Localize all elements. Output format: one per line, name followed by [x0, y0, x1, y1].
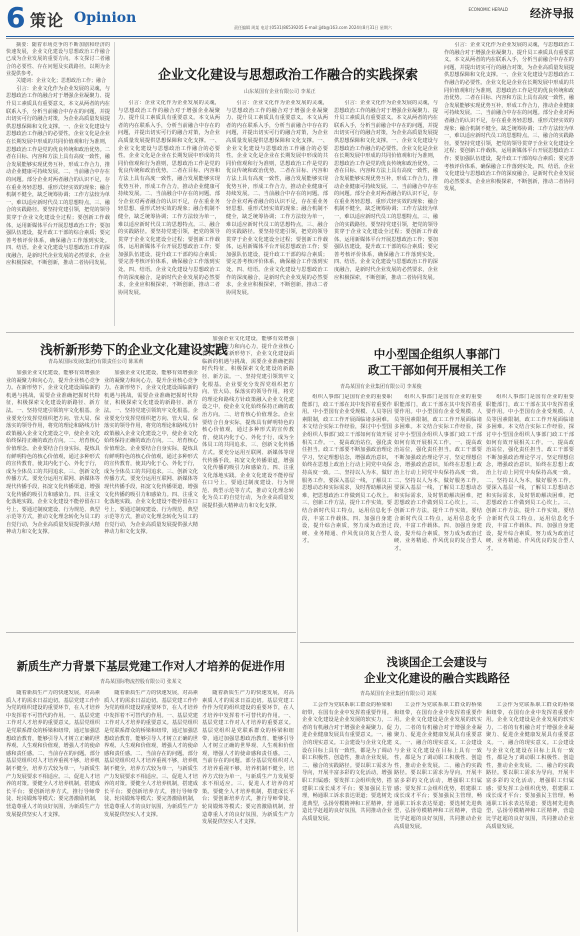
article-3-byline: 青岛某国有企业集团有限公司 李某俊	[340, 384, 422, 390]
article-5-body-3: 工会作为党联系职工群众的桥梁和纽带，在国有企业中发挥着重要作用。企业文化建设是企业发展的软实力，二者的有机融合对于增强企业凝聚力、促进企业健康发展具有重要意义。一、融合的现实意义。工会建设与企业文化建设在目标上具有一致性，都是为了调动职工积极性、创造性，推动企业发展。二、融合的实践路径。要以职工需求为导向，开展丰富多彩的文化活动，增强职工归属感；要发挥工会组织优势，搭建职工成长成才平台；要加强民主管理，畅通职工诉求表达渠道；要选树先进典型，弘扬劳模精神和工匠精神，营造比学赶超的良好氛围，共同推动企业高质量发展。	[486, 702, 574, 830]
article-4-title: 新质生产力背景下基层党建工作对人才培养的促进作用	[16, 659, 286, 673]
article-separator	[300, 642, 574, 643]
paper-name-en: ECONOMIC HERALD	[468, 7, 508, 12]
article-1-body-column-5	[444, 42, 574, 328]
article-2-body-column-3	[202, 336, 294, 628]
article-3-title-line-1: 中小型国企组织人事部门	[373, 347, 501, 361]
article-3-body-column-2	[394, 394, 482, 638]
article-3-body-column-3	[486, 394, 574, 638]
article-2-body-2: 加强企业文化建设，能够有效增强企业的凝聚力和向心力，提升企业核心竞争力。在新形势下，企业文化建设面临新的机遇与挑战，需要企业准确把握时代特征，积极探索文化建设的新路径、新方法。一、坚持党建引领筑牢文化根基。企业要充分发挥党组织把方向、管大局、保落实的领导作用，将党的理论和路线方针政策融入企业文化建设之中，使企业文化始终保持正确的政治方向。二、培育核心价值理念。企业要结合自身实际，提炼具有鲜明特色的核心价值观，通过多种形式的宣传教育，使其内化于心、外化于行，成为全体员工的共同追求。三、创新文化传播方式。要充分运用互联网、新媒体等现代传播手段，拓宽文化传播渠道，增强文化传播的吸引力和感染力。四、注重文化落地实践。企业文化建设不能停留在口号上，要通过制度建设、行为规范、典型示范等方式，推动文化理念转化为员工的自觉行动，为企业高质量发展提供强大精神动力和文化支撑。	[104, 370, 198, 536]
article-3-title-line-2: 政工干部如何开展相关工作	[368, 363, 506, 377]
article-1-body-3: 引言：企业文化作为企业发展的灵魂，与思想政治工作的融合对于增强企业凝聚力、提升员工素质具有重要意义。本文从两者的内在联系入手，分析当前融合中存在的问题，并提出切实可行的融合对策，为企业高质量发展提供思想保障和文化支撑。一、企业文化建设与思想政治工作融合的必要性。企业文化是企业在长期发展中形成的共同价值观和行为准则，思想政治工作是党的优良传统和政治优势。二者在目标、内容和方法上具有高度一致性，融合发展能够实现优势互补，形成工作合力，推动企业健康可持续发展。二、当前融合中存在的问题。部分企业对两者融合的认识不足，存在重业务轻思想、重形式轻实效的现象；融合机制不健全，缺乏统筹协调；工作方法较为单一，难以适应新时代员工的思想特点。三、融合的实践路径。要坚持党建引领，把党的领导贯穿于企业文化建设全过程；要创新工作载体，运用新媒体平台开展思想政治工作；要加强队伍建设，提升政工干部的综合素质；要完善考核评价体系，确保融合工作落到实处。四、结语。企业文化建设与思想政治工作的深度融合，是新时代企业发展的必然要求，企业应积极探索，不断创新，推动二者协同发展。	[226, 100, 328, 296]
article-4-body-column-2	[104, 690, 198, 930]
article-1-abstract-column	[6, 42, 110, 330]
article-5-title-line-2: 企业文化建设的融合实践路径	[364, 671, 510, 685]
article-4-body-column-3	[202, 690, 294, 930]
column-divider	[297, 336, 298, 932]
article-1-body-column-4	[334, 100, 438, 328]
article-separator	[6, 632, 296, 633]
article-5-body-column-2	[394, 702, 482, 930]
section-title: 策论	[30, 11, 65, 30]
article-2-byline: 青岛某国际发展(集团)有限责任公司 陈某莉	[48, 359, 144, 365]
article-2-body-column-2	[104, 370, 198, 628]
article-4-byline: 青岛某国际物流控股有限公司 张某文	[100, 679, 182, 685]
article-1-body-column-2	[118, 100, 220, 328]
article-1-body-4: 引言：企业文化作为企业发展的灵魂，与思想政治工作的融合对于增强企业凝聚力、提升员工素质具有重要意义。本文从两者的内在联系入手，分析当前融合中存在的问题，并提出切实可行的融合对策，为企业高质量发展提供思想保障和文化支撑。一、企业文化建设与思想政治工作融合的必要性。企业文化是企业在长期发展中形成的共同价值观和行为准则，思想政治工作是党的优良传统和政治优势。二者在目标、内容和方法上具有高度一致性，融合发展能够实现优势互补，形成工作合力，推动企业健康可持续发展。二、当前融合中存在的问题。部分企业对两者融合的认识不足，存在重业务轻思想、重形式轻实效的现象；融合机制不健全，缺乏统筹协调；工作方法较为单一，难以适应新时代员工的思想特点。三、融合的实践路径。要坚持党建引领，把党的领导贯穿于企业文化建设全过程；要创新工作载体，运用新媒体平台开展思想政治工作；要加强队伍建设，提升政工干部的综合素质；要完善考核评价体系，确保融合工作落到实处。四、结语。企业文化建设与思想政治工作的深度融合，是新时代企业发展的必然要求，企业应积极探索，不断创新，推动二者协同发展。	[334, 100, 438, 281]
article-5-body-column-3	[486, 702, 574, 930]
article-2-body-3: 加强企业文化建设，能够有效增强企业的凝聚力和向心力，提升企业核心竞争力。在新形势下，企业文化建设面临新的机遇与挑战，需要企业准确把握时代特征，积极探索文化建设的新路径、新方法。一、坚持党建引领筑牢文化根基。企业要充分发挥党组织把方向、管大局、保落实的领导作用，将党的理论和路线方针政策融入企业文化建设之中，使企业文化始终保持正确的政治方向。二、培育核心价值理念。企业要结合自身实际，提炼具有鲜明特色的核心价值观，通过多种形式的宣传教育，使其内化于心、外化于行，成为全体员工的共同追求。三、创新文化传播方式。要充分运用互联网、新媒体等现代传播手段，拓宽文化传播渠道，增强文化传播的吸引力和感染力。四、注重文化落地实践。企业文化建设不能停留在口号上，要通过制度建设、行为规范、典型示范等方式，推动文化理念转化为员工的自觉行动，为企业高质量发展提供强大精神动力和文化支撑。	[202, 336, 294, 510]
article-1-abstract: 摘要：随着市场竞争的不断加剧和经济的快速发展，企业文化建设与思想政治工作融合已成为企业发展的重要方向。本文探讨二者融合的必要性、存在问题及实践路径，以期为企业提供参考。	[6, 42, 110, 77]
article-5-title-line-1: 浅谈国企工会建设与	[386, 655, 488, 669]
article-1-byline: 山东某国有企业有限公司 李某正	[244, 89, 316, 95]
article-4-body-2: 随着新质生产力的快速发展，对高素质人才的需求日益迫切。基层党建工作作为党的组织建设的重要环节，在人才培养中发挥着不可替代的作用。一、基层党建工作对人才培养的重要意义。基层党组织是党联系群众的桥梁和纽带，通过加强思想政治教育，能够引导人才树立正确的世界观、人生观和价值观，增强人才的使命感和责任感。二、当前存在的问题。部分基层党组织对人才培养重视不够，培养机制不健全，培养方式较为单一，与新质生产力发展要求不相适应。三、促进人才培养的对策。要健全人才培养机制，搭建成长平台；要创新培养方式，推行导师带徒、轮岗锻炼等模式；要完善激励机制，营造尊重人才的良好氛围，为新质生产力发展提供坚实人才支撑。	[104, 690, 198, 818]
article-1-title: 企业文化建设与思想政治工作融合的实践探索	[157, 68, 418, 83]
article-1-body-1: 引言：企业文化作为企业发展的灵魂，与思想政治工作的融合对于增强企业凝聚力、提升员工素质具有重要意义。本文从两者的内在联系入手，分析当前融合中存在的问题，并提出切实可行的融合对策，为企业高质量发展提供思想保障和文化支撑。一、企业文化建设与思想政治工作融合的必要性。企业文化是企业在长期发展中形成的共同价值观和行为准则，思想政治工作是党的优良传统和政治优势。二者在目标、内容和方法上具有高度一致性，融合发展能够实现优势互补，形成工作合力，推动企业健康可持续发展。二、当前融合中存在的问题。部分企业对两者融合的认识不足，存在重业务轻思想、重形式轻实效的现象；融合机制不健全，缺乏统筹协调；工作方法较为单一，难以适应新时代员工的思想特点。三、融合的实践路径。要坚持党建引领，把党的领导贯穿于企业文化建设全过程；要创新工作载体，运用新媒体平台开展思想政治工作；要加强队伍建设，提升政工干部的综合素质；要完善考核评价体系，确保融合工作落到实处。四、结语。企业文化建设与思想政治工作的深度融合，是新时代企业发展的必然要求，企业应积极探索，不断创新，推动二者协同发展。	[6, 85, 110, 267]
article-3-body-2: 组织人事部门是国有企业的重要职能部门，政工干部在其中发挥着重要作用。中小型国有企业受规模、人员等因素限制，政工工作开展面临诸多困难。本文结合实际工作经验，探讨中小型国企组织人事部门政工干部如何有效开展相关工作。一、提高政治站位，强化责任担当。政工干部要不断加强政治理论学习，坚定理想信念，增强政治意识，始终在思想上政治上行动上同党中央保持高度一致。二、坚持以人为本，做好服务工作。要深入基层一线，了解员工思想动态和实际需求，及时帮助解决困难，把思想政治工作做到员工心坎上。三、创新工作方法，提升工作实效。要结合新时代员工特点，运用信息化手段，丰富工作载体。四、加强自身建设，提升综合素质，努力成为政治过硬、业务精通、作风优良的复合型人才。	[394, 394, 482, 552]
paper-name: 经济导报	[530, 7, 574, 20]
article-1-body-5: 引言：企业文化作为企业发展的灵魂，与思想政治工作的融合对于增强企业凝聚力、提升员工素质具有重要意义。本文从两者的内在联系入手，分析当前融合中存在的问题，并提出切实可行的融合对策，为企业高质量发展提供思想保障和文化支撑。一、企业文化建设与思想政治工作融合的必要性。企业文化是企业在长期发展中形成的共同价值观和行为准则，思想政治工作是党的优良传统和政治优势。二者在目标、内容和方法上具有高度一致性，融合发展能够实现优势互补，形成工作合力，推动企业健康可持续发展。二、当前融合中存在的问题。部分企业对两者融合的认识不足，存在重业务轻思想、重形式轻实效的现象；融合机制不健全，缺乏统筹协调；工作方法较为单一，难以适应新时代员工的思想特点。三、融合的实践路径。要坚持党建引领，把党的领导贯穿于企业文化建设全过程；要创新工作载体，运用新媒体平台开展思想政治工作；要加强队伍建设，提升政工干部的综合素质；要完善考核评价体系，确保融合工作落到实处。四、结语。企业文化建设与思想政治工作的深度融合，是新时代企业发展的必然要求，企业应积极探索，不断创新，推动二者协同发展。	[444, 42, 574, 193]
section-title-en: Opinion	[74, 10, 137, 26]
article-2-title: 浅析新形势下的企业文化建设实践	[40, 342, 228, 357]
header-rule	[6, 36, 574, 37]
header-meta: 责任编辑 周某 电话:(0531)86539205 E-mail:jjdb@163.com 2024年8月31日 星期六	[234, 25, 392, 30]
article-1-body-2: 引言：企业文化作为企业发展的灵魂，与思想政治工作的融合对于增强企业凝聚力、提升员工素质具有重要意义。本文从两者的内在联系入手，分析当前融合中存在的问题，并提出切实可行的融合对策，为企业高质量发展提供思想保障和文化支撑。一、企业文化建设与思想政治工作融合的必要性。企业文化是企业在长期发展中形成的共同价值观和行为准则，思想政治工作是党的优良传统和政治优势。二者在目标、内容和方法上具有高度一致性，融合发展能够实现优势互补，形成工作合力，推动企业健康可持续发展。二、当前融合中存在的问题。部分企业对两者融合的认识不足，存在重业务轻思想、重形式轻实效的现象；融合机制不健全，缺乏统筹协调；工作方法较为单一，难以适应新时代员工的思想特点。三、融合的实践路径。要坚持党建引领，把党的领导贯穿于企业文化建设全过程；要创新工作载体，运用新媒体平台开展思想政治工作；要加强队伍建设，提升政工干部的综合素质；要完善考核评价体系，确保融合工作落到实处。四、结语。企业文化建设与思想政治工作的深度融合，是新时代企业发展的必然要求，企业应积极探索，不断创新，推动二者协同发展。	[118, 100, 220, 296]
article-4-body-column-1	[6, 690, 100, 930]
article-5-byline: 青岛某国有企业集团有限公司 刘某	[360, 691, 437, 697]
article-2-body-1: 加强企业文化建设，能够有效增强企业的凝聚力和向心力，提升企业核心竞争力。在新形势下，企业文化建设面临新的机遇与挑战，需要企业准确把握时代特征，积极探索文化建设的新路径、新方法。一、坚持党建引领筑牢文化根基。企业要充分发挥党组织把方向、管大局、保落实的领导作用，将党的理论和路线方针政策融入企业文化建设之中，使企业文化始终保持正确的政治方向。二、培育核心价值理念。企业要结合自身实际，提炼具有鲜明特色的核心价值观，通过多种形式的宣传教育，使其内化于心、外化于行，成为全体员工的共同追求。三、创新文化传播方式。要充分运用互联网、新媒体等现代传播手段，拓宽文化传播渠道，增强文化传播的吸引力和感染力。四、注重文化落地实践。企业文化建设不能停留在口号上，要通过制度建设、行为规范、典型示范等方式，推动文化理念转化为员工的自觉行动，为企业高质量发展提供强大精神动力和文化支撑。	[6, 370, 100, 536]
article-4-body-3: 随着新质生产力的快速发展，对高素质人才的需求日益迫切。基层党建工作作为党的组织建设的重要环节，在人才培养中发挥着不可替代的作用。一、基层党建工作对人才培养的重要意义。基层党组织是党联系群众的桥梁和纽带，通过加强思想政治教育，能够引导人才树立正确的世界观、人生观和价值观，增强人才的使命感和责任感。二、当前存在的问题。部分基层党组织对人才培养重视不够，培养机制不健全，培养方式较为单一，与新质生产力发展要求不相适应。三、促进人才培养的对策。要健全人才培养机制，搭建成长平台；要创新培养方式，推行导师带徒、轮岗锻炼等模式；要完善激励机制，营造尊重人才的良好氛围，为新质生产力发展提供坚实人才支撑。	[202, 690, 294, 826]
header-rule-secondary	[6, 38, 574, 39]
article-5-body-column-1	[302, 702, 392, 930]
article-4-body-1: 随着新质生产力的快速发展，对高素质人才的需求日益迫切。基层党建工作作为党的组织建设的重要环节，在人才培养中发挥着不可替代的作用。一、基层党建工作对人才培养的重要意义。基层党组织是党联系群众的桥梁和纽带，通过加强思想政治教育，能够引导人才树立正确的世界观、人生观和价值观，增强人才的使命感和责任感。二、当前存在的问题。部分基层党组织对人才培养重视不够，培养机制不健全，培养方式较为单一，与新质生产力发展要求不相适应。三、促进人才培养的对策。要健全人才培养机制，搭建成长平台；要创新培养方式，推行导师带徒、轮岗锻炼等模式；要完善激励机制，营造尊重人才的良好氛围，为新质生产力发展提供坚实人才支撑。	[6, 690, 100, 818]
article-3-body-1: 组织人事部门是国有企业的重要职能部门，政工干部在其中发挥着重要作用。中小型国有企业受规模、人员等因素限制，政工工作开展面临诸多困难。本文结合实际工作经验，探讨中小型国企组织人事部门政工干部如何有效开展相关工作。一、提高政治站位，强化责任担当。政工干部要不断加强政治理论学习，坚定理想信念，增强政治意识，始终在思想上政治上行动上同党中央保持高度一致。二、坚持以人为本，做好服务工作。要深入基层一线，了解员工思想动态和实际需求，及时帮助解决困难，把思想政治工作做到员工心坎上。三、创新工作方法，提升工作实效。要结合新时代员工特点，运用信息化手段，丰富工作载体。四、加强自身建设，提升综合素质，努力成为政治过硬、业务精通、作风优良的复合型人才。	[302, 394, 392, 545]
page-header	[6, 1, 574, 34]
page-number: 6	[6, 1, 26, 34]
article-3-body-3: 组织人事部门是国有企业的重要职能部门，政工干部在其中发挥着重要作用。中小型国有企业受规模、人员等因素限制，政工工作开展面临诸多困难。本文结合实际工作经验，探讨中小型国企组织人事部门政工干部如何有效开展相关工作。一、提高政治站位，强化责任担当。政工干部要不断加强政治理论学习，坚定理想信念，增强政治意识，始终在思想上政治上行动上同党中央保持高度一致。二、坚持以人为本，做好服务工作。要深入基层一线，了解员工思想动态和实际需求，及时帮助解决困难，把思想政治工作做到员工心坎上。三、创新工作方法，提升工作实效。要结合新时代员工特点，运用信息化手段，丰富工作载体。四、加强自身建设，提升综合素质，努力成为政治过硬、业务精通、作风优良的复合型人才。	[486, 394, 574, 552]
article-2-body-column-1	[6, 370, 100, 628]
article-1-keywords: 关键词：企业文化；思想政治工作；融合	[16, 78, 107, 85]
article-5-body-2: 工会作为党联系职工群众的桥梁和纽带，在国有企业中发挥着重要作用。企业文化建设是企业发展的软实力，二者的有机融合对于增强企业凝聚力、促进企业健康发展具有重要意义。一、融合的现实意义。工会建设与企业文化建设在目标上具有一致性，都是为了调动职工积极性、创造性，推动企业发展。二、融合的实践路径。要以职工需求为导向，开展丰富多彩的文化活动，增强职工归属感；要发挥工会组织优势，搭建职工成长成才平台；要加强民主管理，畅通职工诉求表达渠道；要选树先进典型，弘扬劳模精神和工匠精神，营造比学赶超的良好氛围，共同推动企业高质量发展。	[394, 702, 482, 830]
column-divider	[114, 42, 115, 326]
article-5-body-1: 工会作为党联系职工群众的桥梁和纽带，在国有企业中发挥着重要作用。企业文化建设是企业发展的软实力，二者的有机融合对于增强企业凝聚力、促进企业健康发展具有重要意义。一、融合的现实意义。工会建设与企业文化建设在目标上具有一致性，都是为了调动职工积极性、创造性，推动企业发展。二、融合的实践路径。要以职工需求为导向，开展丰富多彩的文化活动，增强职工归属感；要发挥工会组织优势，搭建职工成长成才平台；要加强民主管理，畅通职工诉求表达渠道；要选树先进典型，弘扬劳模精神和工匠精神，营造比学赶超的良好氛围，共同推动企业高质量发展。	[302, 702, 392, 822]
article-3-body-column-1	[302, 394, 392, 638]
article-1-body-column-3	[226, 100, 328, 328]
article-separator	[6, 332, 574, 333]
